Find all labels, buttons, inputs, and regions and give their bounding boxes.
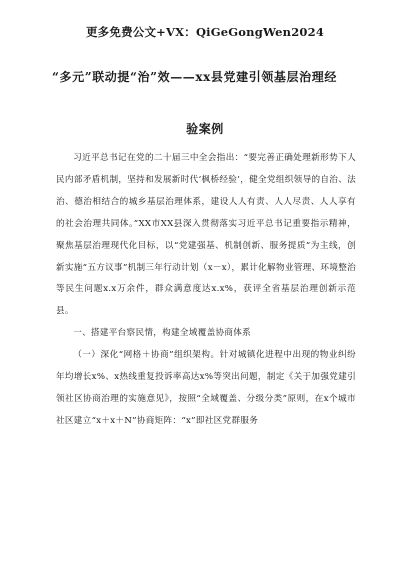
document-title-line-1: “多元”联动提“治”效——xx县党建引领基层治理经: [52, 70, 337, 84]
document-title-line-2: 验案例: [186, 122, 224, 136]
subsection-paragraph-1: （一）深化“网格＋协商”组织架构。针对城镇化进程中出现的物业纠纷年均增长x%、x热线重复投诉率高达x%等突出问题，制定《关于加强党建引领社区协商治理的实施意见》，按照“全域覆盖、分级分类”原则，在x个城市社区建立“x＋x＋N”协商矩阵：“x”即社区党群服务: [56, 350, 356, 426]
document-body: [56, 148, 356, 433]
section-heading-1: 一、搭建平台察民情，构建全域覆盖协商体系: [73, 328, 252, 339]
intro-paragraph: 习近平总书记在党的二十届三中全会指出：“要完善正确处理新形势下人民内部矛盾机制，坚持和发展新时代‘枫桥经验’，健全党组织领导的自治、法治、德治相结合的城乡基层治理体系，建设人人有责、人人尽责、人人享有的社会治理共同体。”XX市XX县深入贯彻落实习近平总书记重要指示精神，聚焦基层治理现代化目标，以“党建强基、机制创新、服务提质”为主线，创新实施“五方议事”机制三年行动计划（x－x），累计化解物业管理、环境整治等民生问题x.x万余件，群众满意度达x.x%，获评全省基层治理创新示范县。: [56, 153, 356, 317]
promo-banner: 更多免费公文+VX：QiGeGongWen2024: [85, 25, 325, 39]
